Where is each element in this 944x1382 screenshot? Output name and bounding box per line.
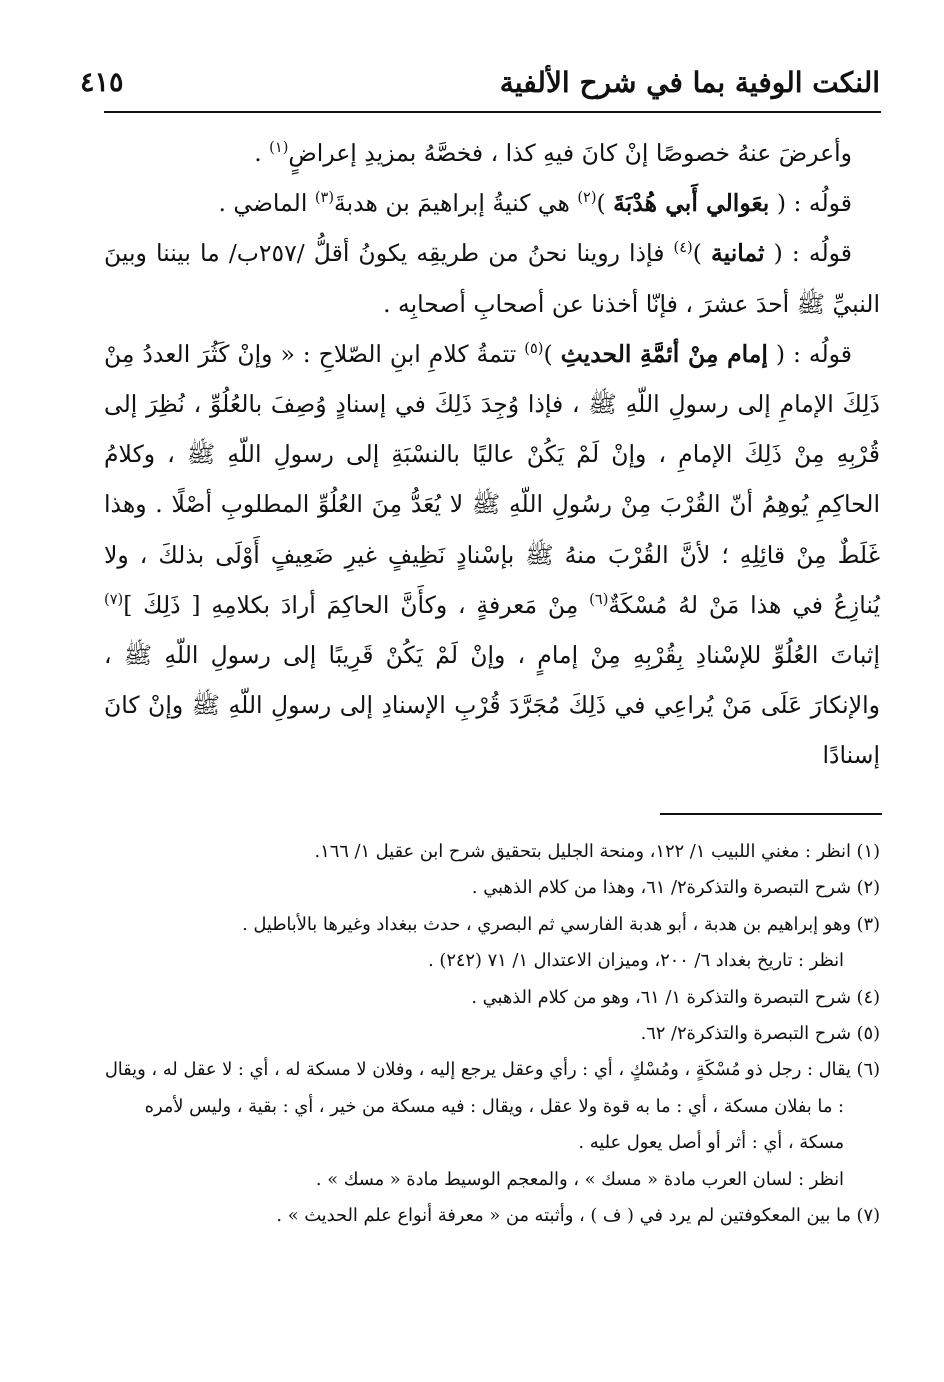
footnote-ref-2: (٢)	[577, 189, 597, 207]
lemma-2: بعَوالي أَبي هُدْبَةَ	[613, 189, 770, 218]
footnote-1: (١) انظر : مغني اللبيب ١/ ١٢٢، ومنحة الجليل بتحقيق شرح ابن عقيل ١/ ١٦٦.	[314, 841, 880, 862]
main-text	[104, 128, 880, 781]
footnote-6: (٦) يقال : رجل ذو مُسْكَةٍ ، ومُسْكٍ ، أي : رأي وعقل يرجع إليه ، وفلان لا مسكة له ، أي : لا عقل له ، ويقال : ما بفلان مسكة ، أي : ما به قوة ولا عقل ، ويقال : فيه مسكة من خير ، أي : بقية ، وليس لأمره مسكة ، أي : أثر أو أصل يعول عليه .	[104, 1059, 880, 1154]
footnote-7: (٧) ما بين المعكوفتين لم يرد في ( ف ) ، وأثبته من « معرفة أنواع علم الحديث » .	[276, 1205, 880, 1227]
footnotes	[104, 834, 880, 1234]
page-number: ٤١٥	[80, 66, 124, 98]
paragraph-4: قولُه : ( إمام مِنْ أئمَّةِ الحديثِ )$^{(٥)}$ تتمةُ كلامِ ابنِ الصّلاحِ : « وإنْ كَثُرَ العددُ مِنْ ذَلِكَ الإمامِ إلى رسولِ اللّهِ ﷺ ، فإذا وُجِدَ ذَلِكَ في إسنادٍ وُصِفَ بالعُلُوِّ ، نُظِرَ إلى قُرْبِهِ مِنْ ذَلِكَ الإمامِ ، وإنْ لَمْ يَكُنْ عاليًا بالنسْبَةِ إلى رسولِ اللّهِ ﷺ ، وكلامُ الحاكِمِ يُوهِمُ أنّ القُرْبَ مِنْ رسُولِ اللّهِ ﷺ لا يُعَدُّ مِنَ العُلُوِّ المطلوبِ أصْلًا . وهذا غَلَطٌ مِنْ قائِلِهِ ؛ لأنَّ القُرْبَ منهُ ﷺ بإسْنادٍ نَظِيفٍ غيرِ ضَعِيفٍ أَوْلَى بذلكَ ، ولا يُنازِعُ في هذا مَنْ لهُ مُسْكَةٌ$^{(٦)}$ مِنْ مَعرفةٍ ، وكأَنَّ الحاكِمَ أرادَ بكلامِهِ [ ذَلِكَ ]$^{(٧)}$ إثباتَ العُلُوِّ للإسْنادِ بِقُرْبِهِ مِنْ إمامٍ ، وإنْ لَمْ يَكُنْ قَرِيبًا إلى رسولِ اللّهِ ﷺ ، والإنكارَ عَلَى مَنْ يُراعِي في ذَلِكَ مُجَرَّدَ قُرْبِ الإسنادِ إلى رسولِ اللّهِ ﷺ وإنْ كانَ إسنادًا	[104, 339, 880, 770]
paragraph-3: قولُه : ( ثمانية )$^{(٤)}$ فإذا روينا نحنُ من طريقِه يكونُ أقلُّ /٢٥٧ب/ ما بيننا وبينَ النبيِّ ﷺ أحدَ عشرَ ، فإنّا أخذنا عن أصحابِ أصحابِه .	[104, 239, 880, 318]
footnote-3: (٣) وهو إبراهيم بن هدبة ، أبو هدبة الفارسي ثم البصري ، حدث ببغداد وغيرها بالأباطيل .	[242, 913, 880, 935]
book-title: النكت الوفية بما في شرح الألفية	[499, 65, 880, 99]
paragraph-1: وأعرضَ عنهُ خصوصًا إنْ كانَ فيهِ كذا ، فخصَّهُ بمزيدِ إعراضٍ$^{(١)}$ .	[254, 139, 852, 167]
footnote-ref-7: (٧)	[104, 591, 124, 608]
lemma-3: ثمانية	[711, 239, 765, 268]
running-header	[80, 58, 880, 106]
footnote-ref-1: (١)	[269, 139, 289, 157]
footnote-ref-4: (٤)	[673, 239, 693, 257]
footnote-4: (٤) شرح التبصرة والتذكرة ١/ ٦١، وهو من كلام الذهبي .	[471, 986, 880, 1008]
footnote-ref-5: (٥)	[524, 339, 544, 357]
footnote-3-source: انظر : تاريخ بغداد ٦/ ٢٠٠، وميزان الاعتدال ١/ ٧١ (٢٤٢) .	[428, 950, 844, 972]
header-rule	[104, 111, 881, 113]
footnote-ref-3: (٣)	[314, 189, 335, 207]
footnote-ref-6: (٦)	[589, 591, 609, 608]
paragraph-2: قولُه : ( بعَوالي أَبي هُدْبَةَ )$^{(٢)}$ هي كنيةُ إبراهيمَ بن هدبةَ$^{(٣)}$ الماضي .	[218, 189, 852, 218]
lemma-4: إمام مِنْ أئمَّةِ الحديثِ	[560, 339, 768, 368]
footnote-separator	[660, 813, 882, 815]
footnote-2: (٢) شرح التبصرة والتذكرة٢/ ٦١، وهذا من كلام الذهبي .	[471, 877, 880, 899]
footnote-6-source: انظر : لسان العرب مادة « مسك » ، والمعجم الوسيط مادة « مسك » .	[315, 1168, 844, 1190]
footnote-5: (٥) شرح التبصرة والتذكرة٢/ ٦٢.	[640, 1023, 880, 1045]
